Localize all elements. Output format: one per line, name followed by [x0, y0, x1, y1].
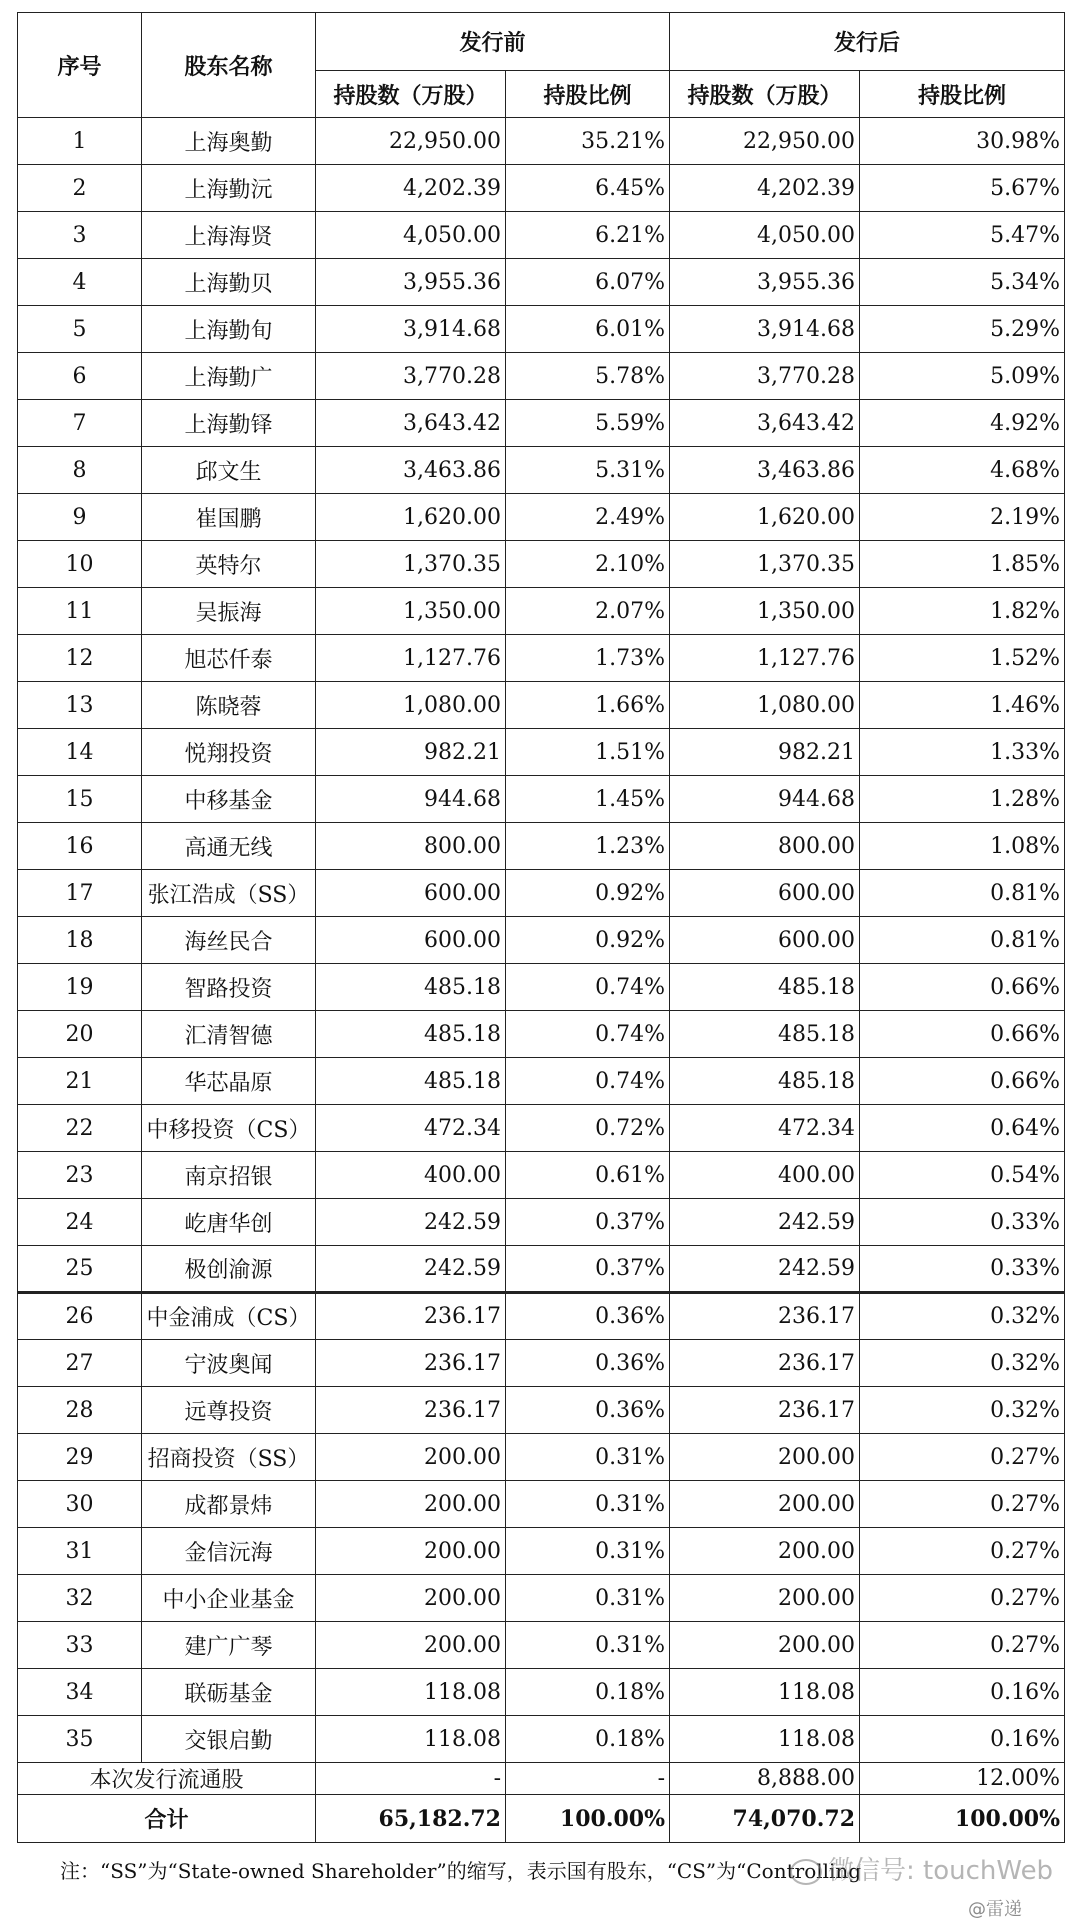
total-post-ratio: 100.00%: [860, 1795, 1065, 1843]
row-post-shares: 944.68: [670, 776, 860, 823]
row-pre-ratio: 0.37%: [506, 1246, 670, 1293]
row-post-shares: 118.08: [670, 1669, 860, 1716]
row-no: 4: [18, 259, 142, 306]
float-post-shares: 8,888.00: [670, 1763, 860, 1795]
row-pre-ratio: 0.72%: [506, 1105, 670, 1152]
row-post-ratio: 2.19%: [860, 494, 1065, 541]
row-name: 南京招银: [142, 1152, 316, 1199]
row-pre-ratio: 0.37%: [506, 1199, 670, 1246]
row-post-shares: 22,950.00: [670, 118, 860, 165]
row-pre-shares: 472.34: [316, 1105, 506, 1152]
row-name: 屹唐华创: [142, 1199, 316, 1246]
table-row: [18, 541, 1065, 588]
row-post-shares: 118.08: [670, 1716, 860, 1763]
row-post-ratio: 4.92%: [860, 400, 1065, 447]
row-no: 19: [18, 964, 142, 1011]
row-pre-ratio: 2.10%: [506, 541, 670, 588]
table-row: [18, 1199, 1065, 1246]
row-pre-ratio: 5.78%: [506, 353, 670, 400]
row-pre-ratio: 0.31%: [506, 1434, 670, 1481]
row-no: 25: [18, 1246, 142, 1293]
row-pre-ratio: 0.18%: [506, 1716, 670, 1763]
row-name: 张江浩成（SS）: [142, 870, 316, 917]
row-pre-shares: 118.08: [316, 1716, 506, 1763]
row-post-shares: 200.00: [670, 1481, 860, 1528]
table-row: [18, 729, 1065, 776]
row-pre-shares: 600.00: [316, 870, 506, 917]
row-name: 成都景炜: [142, 1481, 316, 1528]
row-pre-ratio: 0.92%: [506, 917, 670, 964]
row-pre-ratio: 0.36%: [506, 1340, 670, 1387]
row-pre-ratio: 0.74%: [506, 964, 670, 1011]
row-post-ratio: 5.47%: [860, 212, 1065, 259]
row-pre-shares: 118.08: [316, 1669, 506, 1716]
table-row: [18, 823, 1065, 870]
row-name: 上海勤旬: [142, 306, 316, 353]
table-row: [18, 1058, 1065, 1105]
watermark: [790, 1850, 1053, 1884]
table-row: [18, 165, 1065, 212]
row-post-ratio: 1.28%: [860, 776, 1065, 823]
row-post-ratio: 4.68%: [860, 447, 1065, 494]
row-name: 英特尔: [142, 541, 316, 588]
header-pre-issue: 发行前: [316, 13, 670, 71]
row-no: 10: [18, 541, 142, 588]
total-pre-shares: 65,182.72: [316, 1795, 506, 1843]
row-pre-ratio: 0.31%: [506, 1481, 670, 1528]
table-row: [18, 447, 1065, 494]
row-pre-ratio: 0.61%: [506, 1152, 670, 1199]
row-no: 15: [18, 776, 142, 823]
row-no: 24: [18, 1199, 142, 1246]
table-row: [18, 212, 1065, 259]
row-post-shares: 200.00: [670, 1622, 860, 1669]
row-post-ratio: 0.81%: [860, 917, 1065, 964]
row-post-ratio: 0.27%: [860, 1528, 1065, 1575]
row-name: 智路投资: [142, 964, 316, 1011]
row-post-shares: 3,643.42: [670, 400, 860, 447]
row-post-ratio: 0.27%: [860, 1622, 1065, 1669]
float-post-ratio: 12.00%: [860, 1763, 1065, 1795]
row-post-shares: 1,127.76: [670, 635, 860, 682]
table-row: [18, 1340, 1065, 1387]
row-pre-shares: 3,770.28: [316, 353, 506, 400]
header-pre-shares: 持股数（万股）: [316, 71, 506, 118]
row-name: 联砺基金: [142, 1669, 316, 1716]
row-post-ratio: 5.34%: [860, 259, 1065, 306]
row-no: 8: [18, 447, 142, 494]
row-pre-ratio: 6.01%: [506, 306, 670, 353]
row-post-shares: 4,202.39: [670, 165, 860, 212]
row-no: 14: [18, 729, 142, 776]
row-no: 34: [18, 1669, 142, 1716]
wechat-icon: [790, 1859, 822, 1885]
row-post-ratio: 0.33%: [860, 1246, 1065, 1293]
row-pre-shares: 485.18: [316, 1011, 506, 1058]
row-name: 中移基金: [142, 776, 316, 823]
row-name: 宁波奥闻: [142, 1340, 316, 1387]
table-row: [18, 588, 1065, 635]
row-name: 悦翔投资: [142, 729, 316, 776]
table-row: [18, 1716, 1065, 1763]
row-no: 9: [18, 494, 142, 541]
header-pre-ratio: 持股比例: [506, 71, 670, 118]
header-post-ratio: 持股比例: [860, 71, 1065, 118]
row-pre-ratio: 0.31%: [506, 1528, 670, 1575]
table-row: [18, 1293, 1065, 1340]
row-post-ratio: 0.81%: [860, 870, 1065, 917]
row-post-ratio: 30.98%: [860, 118, 1065, 165]
table-row: [18, 1011, 1065, 1058]
row-no: 6: [18, 353, 142, 400]
row-post-shares: 1,080.00: [670, 682, 860, 729]
total-row: [18, 1795, 1065, 1843]
header-post-shares: 持股数（万股）: [670, 71, 860, 118]
row-post-shares: 3,914.68: [670, 306, 860, 353]
row-post-ratio: 1.33%: [860, 729, 1065, 776]
row-no: 26: [18, 1293, 142, 1340]
row-post-ratio: 1.85%: [860, 541, 1065, 588]
table-row: [18, 1387, 1065, 1434]
table-row: [18, 635, 1065, 682]
table-row: [18, 400, 1065, 447]
row-name: 上海勤沅: [142, 165, 316, 212]
row-name: 陈晓蓉: [142, 682, 316, 729]
table-row: [18, 1575, 1065, 1622]
table-row: [18, 1246, 1065, 1293]
row-no: 28: [18, 1387, 142, 1434]
total-pre-ratio: 100.00%: [506, 1795, 670, 1843]
row-post-ratio: 0.32%: [860, 1340, 1065, 1387]
row-pre-shares: 982.21: [316, 729, 506, 776]
row-post-shares: 3,770.28: [670, 353, 860, 400]
table-row: [18, 964, 1065, 1011]
row-name: 金信沅海: [142, 1528, 316, 1575]
row-post-shares: 4,050.00: [670, 212, 860, 259]
row-post-shares: 1,350.00: [670, 588, 860, 635]
row-pre-shares: 236.17: [316, 1387, 506, 1434]
row-pre-shares: 22,950.00: [316, 118, 506, 165]
row-post-ratio: 1.46%: [860, 682, 1065, 729]
row-no: 16: [18, 823, 142, 870]
row-no: 22: [18, 1105, 142, 1152]
row-no: 23: [18, 1152, 142, 1199]
row-pre-shares: 485.18: [316, 964, 506, 1011]
row-pre-ratio: 1.51%: [506, 729, 670, 776]
row-pre-shares: 200.00: [316, 1481, 506, 1528]
row-post-ratio: 0.27%: [860, 1575, 1065, 1622]
table-row: [18, 118, 1065, 165]
table-row: [18, 682, 1065, 729]
row-no: 18: [18, 917, 142, 964]
row-no: 5: [18, 306, 142, 353]
row-name: 高通无线: [142, 823, 316, 870]
table-row: [18, 1669, 1065, 1716]
row-post-ratio: 1.08%: [860, 823, 1065, 870]
row-pre-ratio: 0.74%: [506, 1011, 670, 1058]
row-pre-ratio: 0.36%: [506, 1293, 670, 1340]
row-no: 7: [18, 400, 142, 447]
row-pre-shares: 200.00: [316, 1622, 506, 1669]
row-post-ratio: 0.27%: [860, 1434, 1065, 1481]
row-name: 上海海贤: [142, 212, 316, 259]
row-name: 汇清智德: [142, 1011, 316, 1058]
table-body: [18, 118, 1065, 1763]
row-pre-ratio: 6.45%: [506, 165, 670, 212]
row-pre-shares: 1,620.00: [316, 494, 506, 541]
row-pre-shares: 600.00: [316, 917, 506, 964]
row-post-shares: 236.17: [670, 1293, 860, 1340]
row-pre-shares: 242.59: [316, 1246, 506, 1293]
row-post-ratio: 1.52%: [860, 635, 1065, 682]
header-name: 股东名称: [142, 13, 316, 118]
table-row: [18, 776, 1065, 823]
row-post-shares: 485.18: [670, 1058, 860, 1105]
row-name: 交银启勤: [142, 1716, 316, 1763]
row-post-shares: 800.00: [670, 823, 860, 870]
credit-mark: @雷递: [968, 1899, 1022, 1920]
row-name: 建广广琴: [142, 1622, 316, 1669]
row-post-ratio: 0.27%: [860, 1481, 1065, 1528]
table-row: [18, 1434, 1065, 1481]
row-pre-ratio: 6.21%: [506, 212, 670, 259]
row-pre-shares: 3,955.36: [316, 259, 506, 306]
row-pre-ratio: 1.45%: [506, 776, 670, 823]
row-pre-ratio: 35.21%: [506, 118, 670, 165]
row-no: 12: [18, 635, 142, 682]
table-row: [18, 1152, 1065, 1199]
row-name: 上海奥勤: [142, 118, 316, 165]
row-name: 海丝民合: [142, 917, 316, 964]
row-post-ratio: 0.16%: [860, 1716, 1065, 1763]
watermark-text: 微信号: touchWeb: [828, 1856, 1054, 1886]
row-pre-ratio: 2.49%: [506, 494, 670, 541]
row-pre-shares: 200.00: [316, 1528, 506, 1575]
header-post-issue: 发行后: [670, 13, 1065, 71]
table-row: [18, 494, 1065, 541]
row-pre-shares: 3,643.42: [316, 400, 506, 447]
row-name: 上海勤广: [142, 353, 316, 400]
row-no: 3: [18, 212, 142, 259]
row-pre-ratio: 1.23%: [506, 823, 670, 870]
row-no: 13: [18, 682, 142, 729]
row-no: 21: [18, 1058, 142, 1105]
row-no: 35: [18, 1716, 142, 1763]
row-name: 招商投资（SS）: [142, 1434, 316, 1481]
row-pre-ratio: 0.36%: [506, 1387, 670, 1434]
row-pre-shares: 3,914.68: [316, 306, 506, 353]
row-post-shares: 236.17: [670, 1387, 860, 1434]
row-name: 极创渝源: [142, 1246, 316, 1293]
row-pre-ratio: 6.07%: [506, 259, 670, 306]
row-post-ratio: 0.66%: [860, 1058, 1065, 1105]
table-row: [18, 1528, 1065, 1575]
row-post-ratio: 0.54%: [860, 1152, 1065, 1199]
row-post-ratio: 0.66%: [860, 964, 1065, 1011]
row-post-ratio: 1.82%: [860, 588, 1065, 635]
row-post-ratio: 0.66%: [860, 1011, 1065, 1058]
row-pre-ratio: 0.92%: [506, 870, 670, 917]
row-post-shares: 242.59: [670, 1199, 860, 1246]
row-pre-ratio: 5.31%: [506, 447, 670, 494]
row-post-ratio: 0.16%: [860, 1669, 1065, 1716]
table-row: [18, 1622, 1065, 1669]
float-pre-ratio: -: [506, 1763, 670, 1795]
row-post-shares: 472.34: [670, 1105, 860, 1152]
row-post-ratio: 5.67%: [860, 165, 1065, 212]
row-pre-shares: 1,080.00: [316, 682, 506, 729]
row-name: 中移投资（CS）: [142, 1105, 316, 1152]
total-label: 合计: [18, 1795, 316, 1843]
row-pre-ratio: 1.73%: [506, 635, 670, 682]
row-post-shares: 200.00: [670, 1575, 860, 1622]
table-row: [18, 1481, 1065, 1528]
row-post-shares: 982.21: [670, 729, 860, 776]
row-no: 29: [18, 1434, 142, 1481]
row-pre-ratio: 5.59%: [506, 400, 670, 447]
row-pre-shares: 944.68: [316, 776, 506, 823]
float-label: 本次发行流通股: [18, 1763, 316, 1795]
row-no: 2: [18, 165, 142, 212]
float-pre-shares: -: [316, 1763, 506, 1795]
table-row: [18, 870, 1065, 917]
row-pre-shares: 242.59: [316, 1199, 506, 1246]
row-name: 吴振海: [142, 588, 316, 635]
row-post-shares: 485.18: [670, 964, 860, 1011]
row-no: 20: [18, 1011, 142, 1058]
row-name: 中小企业基金: [142, 1575, 316, 1622]
row-pre-shares: 3,463.86: [316, 447, 506, 494]
row-no: 17: [18, 870, 142, 917]
row-post-ratio: 5.09%: [860, 353, 1065, 400]
total-post-shares: 74,070.72: [670, 1795, 860, 1843]
table-row: [18, 1105, 1065, 1152]
row-post-ratio: 0.32%: [860, 1387, 1065, 1434]
row-pre-ratio: 0.31%: [506, 1575, 670, 1622]
row-name: 邱文生: [142, 447, 316, 494]
row-post-shares: 1,620.00: [670, 494, 860, 541]
row-name: 上海勤铎: [142, 400, 316, 447]
row-post-ratio: 0.32%: [860, 1293, 1065, 1340]
row-no: 32: [18, 1575, 142, 1622]
row-no: 27: [18, 1340, 142, 1387]
row-name: 旭芯仟泰: [142, 635, 316, 682]
row-pre-shares: 4,202.39: [316, 165, 506, 212]
row-post-ratio: 5.29%: [860, 306, 1065, 353]
row-post-shares: 3,463.86: [670, 447, 860, 494]
table-row: [18, 353, 1065, 400]
row-post-ratio: 0.33%: [860, 1199, 1065, 1246]
row-pre-shares: 485.18: [316, 1058, 506, 1105]
row-no: 11: [18, 588, 142, 635]
row-post-shares: 242.59: [670, 1246, 860, 1293]
row-pre-shares: 1,350.00: [316, 588, 506, 635]
row-post-shares: 3,955.36: [670, 259, 860, 306]
row-post-shares: 236.17: [670, 1340, 860, 1387]
row-pre-ratio: 0.74%: [506, 1058, 670, 1105]
row-no: 33: [18, 1622, 142, 1669]
row-no: 30: [18, 1481, 142, 1528]
row-pre-ratio: 0.18%: [506, 1669, 670, 1716]
row-post-shares: 1,370.35: [670, 541, 860, 588]
row-post-shares: 200.00: [670, 1434, 860, 1481]
row-name: 崔国鹏: [142, 494, 316, 541]
header-no: 序号: [18, 13, 142, 118]
row-post-shares: 200.00: [670, 1528, 860, 1575]
row-pre-ratio: 0.31%: [506, 1622, 670, 1669]
row-pre-shares: 4,050.00: [316, 212, 506, 259]
row-pre-shares: 1,370.35: [316, 541, 506, 588]
table-footnote: 注：“SS”为“State-owned Shareholder”的缩写，表示国有股东，“CS”为“Controlling: [60, 1859, 862, 1883]
row-pre-shares: 236.17: [316, 1340, 506, 1387]
table-row: [18, 917, 1065, 964]
row-name: 远尊投资: [142, 1387, 316, 1434]
row-pre-shares: 800.00: [316, 823, 506, 870]
row-name: 中金浦成（CS）: [142, 1293, 316, 1340]
row-name: 上海勤贝: [142, 259, 316, 306]
row-pre-shares: 200.00: [316, 1575, 506, 1622]
shareholding-table: [17, 12, 1065, 1843]
row-post-shares: 600.00: [670, 870, 860, 917]
row-post-shares: 485.18: [670, 1011, 860, 1058]
row-pre-shares: 400.00: [316, 1152, 506, 1199]
row-pre-shares: 1,127.76: [316, 635, 506, 682]
table-row: [18, 259, 1065, 306]
row-name: 华芯晶原: [142, 1058, 316, 1105]
row-post-shares: 600.00: [670, 917, 860, 964]
row-post-shares: 400.00: [670, 1152, 860, 1199]
row-pre-ratio: 2.07%: [506, 588, 670, 635]
row-pre-ratio: 1.66%: [506, 682, 670, 729]
row-pre-shares: 200.00: [316, 1434, 506, 1481]
row-pre-shares: 236.17: [316, 1293, 506, 1340]
row-post-ratio: 0.64%: [860, 1105, 1065, 1152]
row-no: 31: [18, 1528, 142, 1575]
row-no: 1: [18, 118, 142, 165]
float-shares-row: [18, 1763, 1065, 1795]
table-row: [18, 306, 1065, 353]
